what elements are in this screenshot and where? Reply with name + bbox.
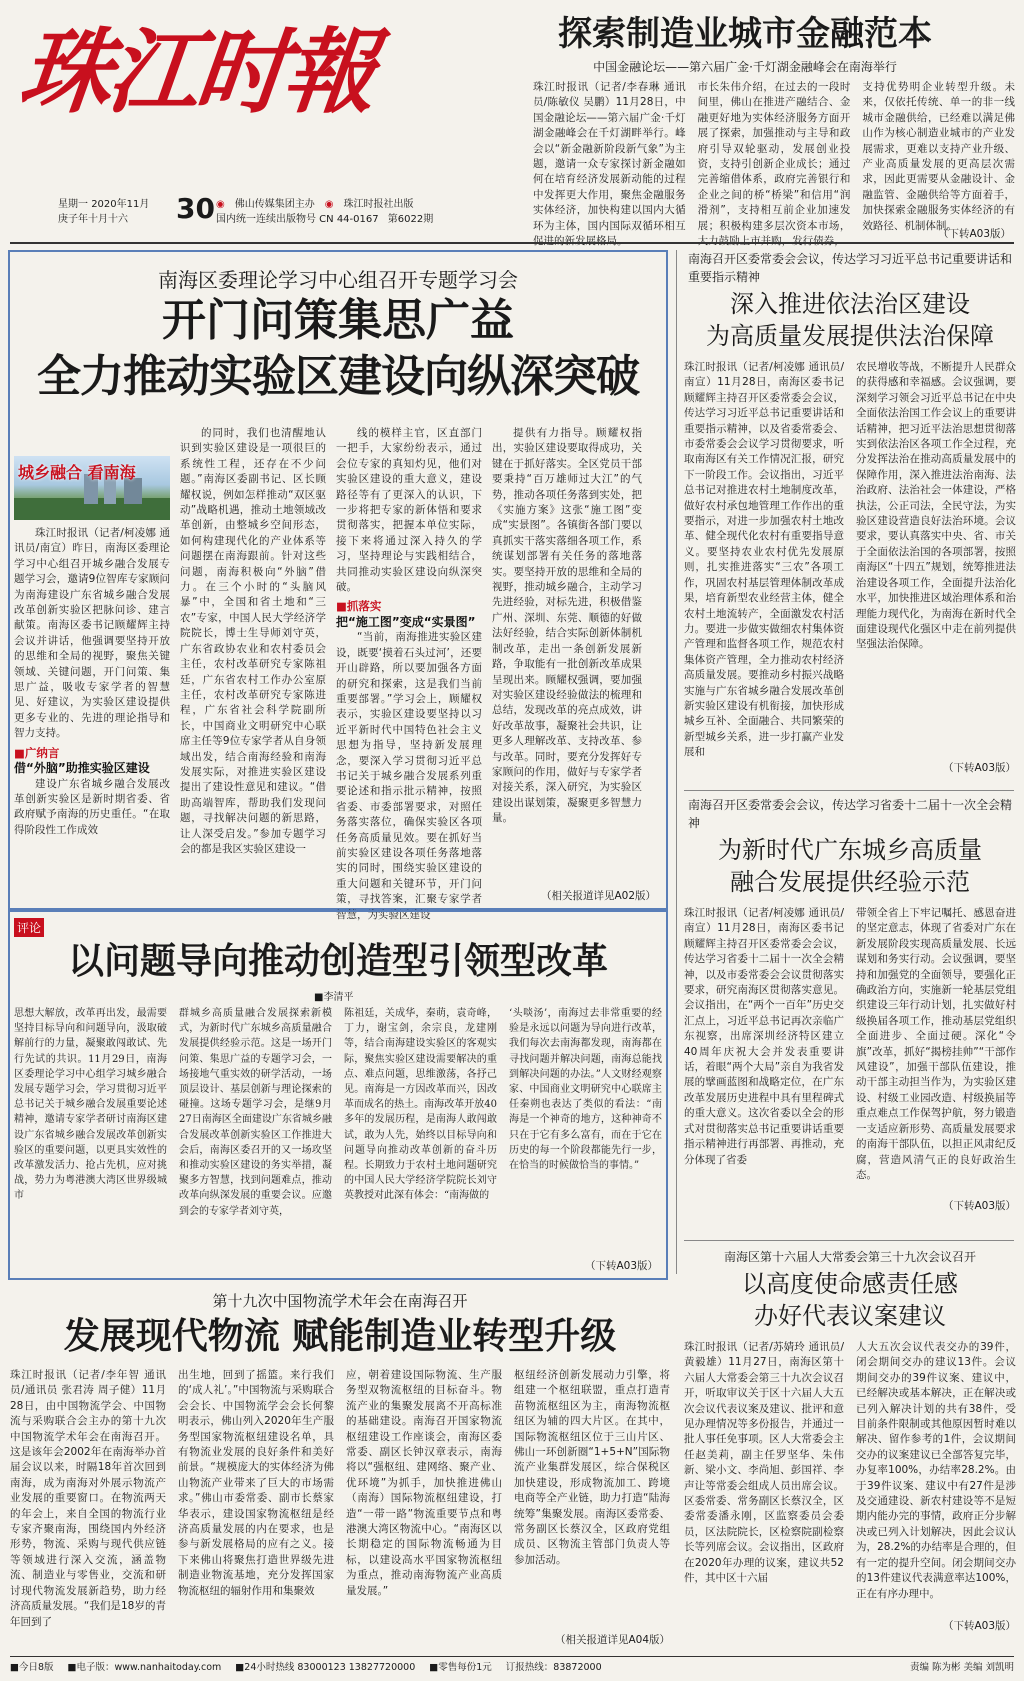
right1-headline-1: 深入推进依法治区建设 — [730, 290, 970, 318]
right2-col1: 珠江时报讯（记者/柯凌娜 通讯员/南宣）11月28日，南海区委书记顾耀辉主持召开区委常委会会议，传达学习省委十二届十一次全会精神，以及市委常委会会议贯彻落实要求，研究南海区贯彻落实意见。会议指出，在“两个一百年”历史交汇点上，习近平总书记再次亲临广东视察，出席深圳经济特区建立40周年庆祝大会并发表重要讲话，着眼“两个大局”亲自为我省发展的擘画蓝图和战略定位，在广东改革发展历史进程中具有里程碑式的重大意义。这次省委以全会的形式对贯彻落实总书记重要讲话重要指示精神进行再部署、再推动，充分体现了省委 — [684, 907, 844, 1166]
footer-pages: ■今日8版 — [10, 1662, 54, 1673]
divider — [10, 242, 1014, 244]
publisher-logo-icon: ◉ — [216, 199, 225, 210]
lead-col1-subhead: 借“外脑”助推实验区建设 — [14, 761, 150, 776]
date: 2020年11月 — [91, 199, 150, 210]
right-story-2 — [684, 796, 1016, 1236]
bottom-col4: 枢纽经济创新发展动力引擎，将组建一个枢纽联盟，重点打造青苗物流枢纽区为主，南海物流枢纽区为辅的四大片区。在其中，国际物流枢纽区位于三山片区、佛山一环创新圈“1+5+N”国际物流产业集群发展区，综合保税区加快建设，形成物流加工、跨境电商等全产业链，助力打造“陆海统筹”集聚发展。南海区委常委、常务副区长蔡汉全，区政府党组成员、区物流主管部门负责人等参加活动。 — [514, 1369, 670, 1566]
editorial-continued: （下转A03版） — [584, 1260, 658, 1272]
right1-continued: （下转A03版） — [942, 762, 1016, 774]
top-story-headline: 探索制造业城市金融范本 — [558, 14, 932, 54]
right1-kicker: 南海召开区委常委会会议，传达学习习近平总书记重要讲话和重要指示精神 — [688, 252, 1013, 284]
editorial-col1: 思想大解放，改革再出发，最需要坚持目标导向和问题导向，汲取破解前行的力量，凝聚敢闯敢试、先行先试的共识。11月29日，南海区委理论学习中心组学习城乡融合发展专题学习会，学习贯彻习近平总书记关于城乡融合发展重要论述精神，邀请专家学者研讨南海区建设广东省城乡融合发展改革创新实验区的重要问题，以更具实效性的改革激发活力、抢占先机，应对挑战，势力为粤港澳大湾区世界级城市 — [14, 1008, 167, 1202]
top-story-continued: （下转A03版） — [937, 228, 1011, 240]
lead-col2-text: 的同时，我们也清醒地认识到实验区建设是一项很巨的系统性工程，还存在不少问题。”南海区委副书记、区长顾耀权说，例如怎样推动“双区驱动”战略机遇，推动土地领域改革创新，由整城乡空间形态，如何构建现代化的产业体系等问题摆在南海跟前。针对这些问题，南海积极向“外脑”借力。在三个小时的“头脑风暴”中，全国和省土地和“三农”专家，中国人民大学经济学院院长，博士生导师刘守英，广东省政协农业和农村委员会主任，农村改革研究专家陈祖廷，广东省农村工作办公室原主任，农村改革研究专家陈进程，广东省社会科学院副所长，中国商业文明研究中心联席主任等9位专家学者从自身领域出发，结合南海经验和南海发展实际，对推进实验区建设提出了建设性意见和建议。“借助高端智库，帮助我们发现问题，寻找解决问题的新思路，让人深受启发。”参加专题学习会的都是我区实验区建设一 — [180, 427, 326, 855]
top-story-subhead: 中国金融论坛——第六届广金·千灯湖金融峰会在南海举行 — [593, 60, 897, 74]
right2-col2: 带领全省上下牢记嘱托、感恩奋进的坚定意志，体现了省委对广东在新发展阶段实现高质量发展、长远谋划和务实行动。会议强调，要坚持和加强党的全面领导，要强化正确政治方向，实施新一轮基层党组织建设三年行动计划，扎实做好村级换届各项工作，推动基层党组织全面进步、全面过硬。深化“令旗”改革，抓好“揭榜挂帅”“干部作风建设”，加强干部队伍建设，推动干部主动担当作为，为实验区建设、村级工业园改造、村级换届等重点难点工作保驾护航，努力锻造一支适应新形势、高质量发展要求的南海干部队伍，以担正风肃纪反腐，营造风清气正的良好政治生态。 — [856, 907, 1016, 1181]
footer-rule — [10, 1656, 1014, 1657]
footer-price: ■零售每份1元 — [429, 1662, 492, 1673]
right3-headline-1: 以高度使命感责任感 — [742, 1270, 958, 1298]
lead-col1-text2: 建设广东省城乡融合发展改革创新实验区是新时期省委、省政府赋予南海的历史重任。“在取得阶段性工作成效 — [14, 777, 170, 836]
top-story — [475, 8, 1015, 240]
masthead-info — [58, 192, 478, 238]
right3-headline-2: 办好代表议案建议 — [754, 1302, 946, 1330]
lead-story: 南海区委理论学习中心组召开专题学习会 开门问策集思广益 全力推动实验区建设向纵深突破 城乡融合 看南海 珠江时报讯（记者/柯凌娜 通讯员/南宣）昨日，南海区委理论学习中心组召开城乡融合发展专题学习会，邀请9位智库专家顾问为南海建设广东省城乡融合发展改革创新实验区把脉问诊、建言献策。南海区委书记顾耀辉主持会议并讲话，他强调要坚持开放的思维和全局的视野，聚焦关键领域、关键问题，开门问策、集思广益，吸收专家学者的智慧见、好建议，为实验区建设提供更多专业的、先进的理论指导和智力支持。 ■广纳言 借“外脑”助推实验区建设 建设广东省城乡融合发展改革创新实验区是新时期省委、省政府赋予南海的历史重任。“在取得阶段性工作成效 的同时，我们也清醒地认识到实验区建设是一项很巨的系统性工程，还存在不少问题。”南海区委副书记、区长顾耀权说，例如怎样推动“双区驱动”战略机遇，推动土地领域改革创新，由整城乡空间形态，如何构建现代化的产业体系等问题摆在南海跟前。针对这些问题，南海积极向“外脑”借力。在三个小时的“头脑风暴”中，全国和省土地和“三农”专家，中国人民大学经济学院院长，博士生导师刘守英，广东省政协农业和农村委员会主任，农村改革研究专家陈祖廷，广东省农村工作办公室原主任，农村改革研究专家陈进程，广东省社会科学院副所长，中国商业文明研究中心联席主任等9位专家学者从自身领域出发，结合南海经验和南海发展实际，对推进实验区建设提出了建设性意见和建议。“借助高端智库，帮助我们发现问题，寻找解决问题的新思路，让人深受启发。”参加专题学习会的都是我区实验区建设一 线的模样主官，区直部门一把手，大家纷纷表示，通过会位专家的真知灼见，他们对实验区建设的重大意义，建设路径等有了更深入的认识，下一步将把专家的新体悟和要求贯彻落实，把握本单位实际，接下来将通过深入持久的学习，坚持理论与实践相结合，共同推动实验区建设向纵深突破。 ■抓落实 把“施工图”变成“实景图” “当前，南海推进实验区建设，既要‘摸着石头过河’，还要开山辟路，所以要加强各方面的研究和探索，这是我们当前重要部署。”学习会上，顾耀权表示，实验区建设要坚持以习近平新时代中国特色社会主义思想为指导，坚持新发展理念，要深入学习贯彻习近平总书记关于城乡融合发展系列重要论述和指示批示精神，按照省委、市委部署要求，对照任务落实落位，确保实验区各项任务高质量见效。要在抓好当前实验区建设各项任务落地落实的同时，围绕实验区建设的重大问题和关键环节，开门问策，寻找答案，汇聚专家学者智慧，为实验区建设 提供有力指导。顾耀权指出，实验区建设要取得成功，关键在于抓好落实。全区党员干部要秉持“百万雄师过大江”的气势，推动各项任务落到实处，把《实施方案》这张“施工图”变成“实景图”。各镇街各部门要以真抓实干落实落细各项工作，系统谋划部署有关任务的落地落实。要坚持开放的思维和全局的视野，推动城乡融合，主动学习先进经验，对标先进，积极借鉴广州、深圳、东莞、顺德的好做法好经验，结合实际创新体制机制改革，走出一条创新发展新路，争取能有一批创新改革成果呈现出来。顾耀权强调，要加强对实验区建设经验做法的梳理和总结，发现改革的亮点成效，讲好改革故事，凝聚社会共识，让更多人理解改革、支持改革、参与改革。同时，要充分发挥好专家顾问的作用，做好与专家学者对接关系，深入研究，为实验区建设出谋划策，凝聚更多智慧力量。 （相关报道详见A02版） — [14, 256, 662, 906]
lead-kicker: 南海区委理论学习中心组召开专题学习会 — [158, 268, 518, 292]
vertical-divider — [676, 250, 677, 1274]
top-story-col1: 珠江时报讯（记者/李春琳 通讯员/陈敏仪 吴鹏）11月28日，中国金融论坛——第六届广金·千灯湖金融峰会在千灯湖畔举行。峰会以“新金融新阶段新气象”为主题，邀请一众专家探讨新金融如何在培育经济发展新动能的过程中发挥更大作用，聚焦金融服务实体经济，加快构建以国内大循环为主体，国内国际双循环相互 — [533, 81, 686, 232]
right2-headline-1: 为新时代广东城乡高质量 — [718, 836, 982, 864]
right2-kicker: 南海召开区委常委会会议，传达学习省委十二届十一次全会精神 — [688, 798, 1013, 830]
publisher2: 珠江时报社出版 — [343, 199, 414, 210]
right2-headline-2: 融合发展提供经验示范 — [730, 868, 970, 896]
bottom-col1: 珠江时报讯（记者/李年智 通讯员/通讯员 张君涛 周子健）11月28日，由中国物流学会、中国物流与采购联合会主办的第十九次中国物流学术年会在南海召开。这是该年会2002年在南海举办首届会议以来，时隔18年首次回到南海，成为南海对外展示物流产业发展的重要窗口。在物流两天的年会上，来自全国的物流行业专家齐聚南海，围绕国内外经济形势，物流、采购与现代供应链等领域进行深入交流，涵盖物流、制造业与零售业，交流和研讨现代物流发展新趋势，助力经济高质量发展。“我们是18岁的青年回到了 — [10, 1369, 166, 1628]
right-story-1 — [684, 250, 1016, 785]
bottom-story — [10, 1290, 670, 1650]
right-story-3 — [684, 1248, 1016, 1648]
right3-continued: （下转A03版） — [942, 1620, 1016, 1632]
lunar-date: 庚子年十月十六 — [58, 214, 128, 225]
lead-col3-text2: “当前，南海推进实验区建设，既要‘摸着石头过河’，还要开山辟路，所以要加强各方面的研究和探索，这是我们当前重要部署。”学习会上，顾耀权表示，实验区建设要坚持以习近平新时代中国特色社会主义思想为指导，坚持新发展理念，要深入学习贯彻习近平总书记关于城乡融合发展系列重要论述和指示批示精神，按照省委、市委部署要求，对照任务落实落位，确保实验区各项任务高质量见效。要在抓好当前实验区建设各项任务落地落实的同时，围绕实验区建设的重大问题和关键环节，开门问策，寻找答案，汇聚专家学者智慧，为实验区建设 — [336, 631, 482, 921]
lead-image-label: 城乡融合 看南海 — [18, 463, 136, 482]
issue-number: 第6022期 — [387, 214, 434, 225]
divider — [684, 1240, 1014, 1241]
bottom-col3: 应，朝着建设国际物流、生产服务型双物流枢纽的目标奋斗。物流产业的集聚发展离不开高标准的基础建设。南海召开国家物流枢纽建设工作座谈会，南海区委常委、副区长钟汉章表示，南海将以“强枢纽、建网络、聚产业、优环境”为抓手，加快推进佛山（南海）国际物流枢纽建设，打造“一带一路”物流重要节点和粤港澳大湾区物流中心。“南海区以长期稳定的国际物流畅通为目标，以建设高水平国家物流枢纽为重点，推动南海物流产业高质量发展。” — [346, 1369, 502, 1597]
lead-image — [14, 456, 170, 520]
right3-col1: 珠江时报讯（记者/苏婧玲 通讯员/黄毅雄）11月27日，南海区第十六届人大常委会第三十九次会议召开，听取审议关于区十六届人大五次会议代表议案及建议、批评和意见办理情况等多份报告，并通过一批人事任免事项。区人大常委会主任赵美莉，副主任罗坚华、朱伟新、梁小文、李尚旭、彭国祥、李声让等常委会组成人员出席会议。区委常委、常务副区长蔡汉全，区委常委潘永刚，区监察委员会委员，区法院院长，区检察院副检察长等列席会议。会议指出，区政府在2020年办理的议案，建议共52件，其中区十六届 — [684, 1341, 844, 1585]
day-number: 30 — [176, 192, 215, 225]
lead-col3-subhead: 把“施工图”变成“实景图” — [336, 614, 476, 629]
top-story-col3: 支持优势明企业转型升级。未来，仅依托传统、单一的非一线城市金融供给，已经难以满足佛山作为核心制造业城市的产业发展需求，更难以支持产业升级、产业高质量发展的更高层次需求，因此更需要从金融设计、金融监管、金融供给等方面着手，加快探索金融服务实体经济的有效路径、机制体制。 — [862, 81, 1016, 232]
right1-col2: 农民增收等战，不断提升人民群众的获得感和幸福感。会议强调，要深刻学习领会习近平总书记在中央全面依法治国工作会议上的重要讲话精神，把习近平法治思想贯彻落实到依法治区各项工作全过程，充分发挥法治在推动高质量发展中的保障作用，深入推进法治南海、法治政府、法治社会一体建设，严格执法，公正司法，全民守法，为实验区建设营造良好法治环境。会议要求，要认真落实中央、省、市关于全面依法治国的各项部署，按照南海区“十四五”规划，统筹推进法治建设各项工作，全面提升法治化水平，加快推进区域治理体系和治理能力现代化，为南海在新时代全面建设现代化强区中走在前列提供坚强法治保障。 — [856, 361, 1016, 651]
masthead — [10, 8, 465, 233]
top-story-col2: 市长朱伟介绍，在过去的一段时间里，佛山在推进产融结合、金融更好地为实体经济服务方面开展了探索，加强推动与主导和政府引导双轮驱动，发展创业投资，支持引创新企业成长；通过完善缩借体系，政府完善银行和企业之间的桥“桥梁”和信用“润滑剂”，支持相互前企业加速发展；积极构建多层次资本市场， — [697, 81, 851, 232]
lead-headline-1: 开门问策集思广益 — [162, 295, 514, 346]
divider — [684, 790, 1014, 791]
lead-col3-text: 线的模样主官，区直部门一把手，大家纷纷表示，通过会位专家的真知灼见，他们对实验区建设的重大意义，建设路径等有了更深入的认识，下一步将把专家的新体悟和要求贯彻落实，把握本单位实际，接下来将通过深入持久的学习，坚持理论与实践相结合，共同推动实验区建设向纵深突破。 — [336, 427, 482, 594]
editorial-col4: ‘头啖汤’，南海过去非常重要的经验是永远以问题为导向进行改革，我们每次去南海都发现，南海都在寻找问题并解决问题，南海总能找到解决问题的办法。”人文财经观察家、中国商业文明研究中心联席主任秦朔也表达了类似的看法：“南海是一个神奇的地方，这种神奇不只在于它有多么富有，而在于它在历史的每一个阶段都能先行一步，在恰当的时候做恰当的事情。” — [509, 1008, 662, 1172]
lead-headline-2: 全力推动实验区建设向纵深突破 — [37, 351, 639, 402]
footer-web: ■电子版：www.nanhaitoday.com — [67, 1662, 222, 1673]
footer-hotline: ■24小时热线 83000123 13827720000 — [235, 1662, 416, 1673]
editorial-tag: 评论 — [14, 918, 44, 937]
lead-col1-tag: 广纳言 — [24, 745, 60, 760]
bottom-kicker: 第十九次中国物流学术年会在南海召开 — [212, 1292, 468, 1310]
footer-subscribe: 订报热线：83872000 — [505, 1662, 602, 1673]
lead-continued: （相关报道详见A02版） — [540, 890, 656, 902]
bottom-continued: （相关报道详见A04版） — [554, 1634, 670, 1646]
cn-number: 国内统一连续出版物号 CN 44-0167 — [216, 214, 379, 225]
lead-col1-text: 珠江时报讯（记者/柯凌娜 通讯员/南宣）昨日，南海区委理论学习中心组召开城乡融合发展专题学习会，邀请9位智库专家顾问为南海建设广东省城乡融合发展改革创新实验区把脉问诊、建言献策。南海区委书记顾耀辉主持会议并讲话，他强调要坚持开放的思维和全局的视野，聚焦关键领域、关键问题，开门问策、集思广益，吸收专家学者的智慧见、好建议，为实验区建设提供更多专业的、先进的理论指导和智力支持。 — [14, 527, 170, 740]
newspaper-logo: 珠江时報 — [14, 18, 378, 126]
right2-continued: （下转A03版） — [942, 1200, 1016, 1212]
publisher: 佛山传媒集团主办 — [234, 199, 315, 210]
editorial-headline: 以问题导向推动创造型引领型改革 — [67, 941, 608, 982]
lead-col4-text: 提供有力指导。顾耀权指出，实验区建设要取得成功，关键在于抓好落实。全区党员干部要秉持“百万雄师过大江”的气势，推动各项任务落到实处，把《实施方案》这张“施工图”变成“实景图”。各镇街各部门要以真抓实干落实落细各项工作，系统谋划部署有关任务的落地落实。要坚持开放的思维和全局的视野，推动城乡融合，主动学习先进经验，对标先进，积极借鉴广州、深圳、东莞、顺德的好做法好经验，结合实际创新体制机制改革，走出一条创新发展新路，争取能有一批创新改革成果呈现出来。顾耀权强调，要加强对实验区建设经验做法的梳理和总结，发现改革的亮点成效，讲好改革故事，凝聚社会共识，让更多人理解改革、支持改革、参与改革。同时，要充分发挥好专家顾问的作用，做好与专家学者对接关系，深入研究，为实验区建设出谋划策，凝聚更多智慧力量。 — [492, 427, 642, 825]
right1-headline-2: 为高质量发展提供法治保障 — [706, 322, 994, 350]
right1-col1: 珠江时报讯（记者/柯凌娜 通讯员/南宣）11月28日，南海区委书记顾耀辉主持召开区委常委会会议，传达学习习近平总书记重要讲话和重要指示精神，以及省委常委会、市委常委会会议学习贯彻要求，听取南海区有关工作情况汇报，研究下一阶段工作。会议指出，习近平总书记对推进农村土地制度改革，做好农村承包地管理工作作出的重要指示，对进一步加强农村土地改革、健全现代化农村有重要指导意义。要坚持农业农村优先发展原则，扎实推进落实“三农”各项工作，巩固农村基层管理体制改革成果，培育新型农业经营主体，健全农村土地流转产，全面激发农村活力。要进一步做实做细农村集体资产管理和监督各项工作，规范农村集体资产管理，全力推动农村经济高质量发展。要推动乡村振兴战略实施与广东省城乡融合发展改革创新实验区建设有机衔接，加快形成城乡互补、全面融合、共同繁荣的新型城乡关系，进一步打赢产业发展和 — [684, 361, 844, 759]
editorial — [14, 914, 662, 1276]
right3-col2: 人大五次会议代表交办的39件，闭会期间交办的建议13件。会议期间交办的39件议案、建议中，已经解决或基本解决，正在解决或已列入解决计划的共有38件，受目前条件限制或其他原因暂时难以解决、留作参考的1件，会议期间交办的议案建议已全部答复完毕，办复率100%，办结率28.2%。由于39件议案、建议中有27件是涉及交通建设、新农村建设等不是短期内能办完的事情，政府正分步解决或已列入计划解决，因此会议认为，28.2%的办结率是合理的，但有一定的提升空间。闭会期间交办的13件建议代表满意率达100%，正在有序办理中。 — [856, 1341, 1016, 1600]
editorial-byline: ■李清平 — [314, 992, 354, 1003]
bottom-col2: 出生地，回到了摇篮。来行我们的‘成人礼’。”中国物流与采购联合会会长、中国物流学会会长何黎明表示，佛山列入2020年生产服务型国家物流枢纽建设名单，具有物流业发展的良好条件和美好前景。“规模庞大的实体经济为佛山物流产业带来了巨大的市场需求。”佛山市委常委、副市长蔡家华表示，建设国家物流枢纽是经济高质量发展的内在要求，也是参与新发展格局的应有之义。接下来佛山将聚焦打造世界级先进制造业物流基地，充分发挥国家物流枢纽的辐射作用和集聚效 — [178, 1369, 334, 1597]
lead-col3-tag: 抓落实 — [346, 599, 382, 614]
footer — [10, 1660, 1014, 1678]
weekday: 星期一 — [58, 199, 88, 210]
footer-editor: 责编 陈为彬 美编 刘凯明 — [909, 1662, 1014, 1673]
publisher2-logo-icon: ◉ — [324, 199, 334, 210]
bottom-headline: 发展现代物流 赋能制造业转型升级 — [63, 1316, 617, 1357]
editorial-col3: 陈祖廷，关成华，秦萌，袁奇峰，丁力，谢宝剑，余宗良，龙建刚等，结合南海建设实验区的客观实际，聚焦实验区建设需要解决的重点、难点问题，思维激荡，各抒己见。南海是一方因改革而兴，因改革而成名的热土。南海改革开放40多年的发展历程，是南海人敢闯敢试，敢为人先，始终以目标导向和问题导向推动改革创新的奋斗历程。长期致力于农村土地问题研究的中国人民大学经济学院院长刘守英教授对此深有体会：“南海做的 — [344, 1008, 497, 1202]
editorial-col2: 群城乡高质量融合发展探索新模式，为新时代广东城乡高质量融合发展提供经验示范。这是一场开门问策、集思广益的专题学习会，一场接地气重实效的研学活动，一场顶层设计、基层创新与理论探索的碰撞。这场专题学习会，是继9月27日南海区全面建设广东省城乡融合发展改革创新实验区工作推进大会后，南海区委召开的又一场攻坚和推动实验区建设的务实举措，凝聚多方智慧，找到问题难点，推动改革向纵深发展的重要会议。应邀到会的专家学者刘守英， — [179, 1008, 332, 1217]
right3-kicker: 南海区第十六届人大常委会第三十九次会议召开 — [723, 1250, 976, 1264]
